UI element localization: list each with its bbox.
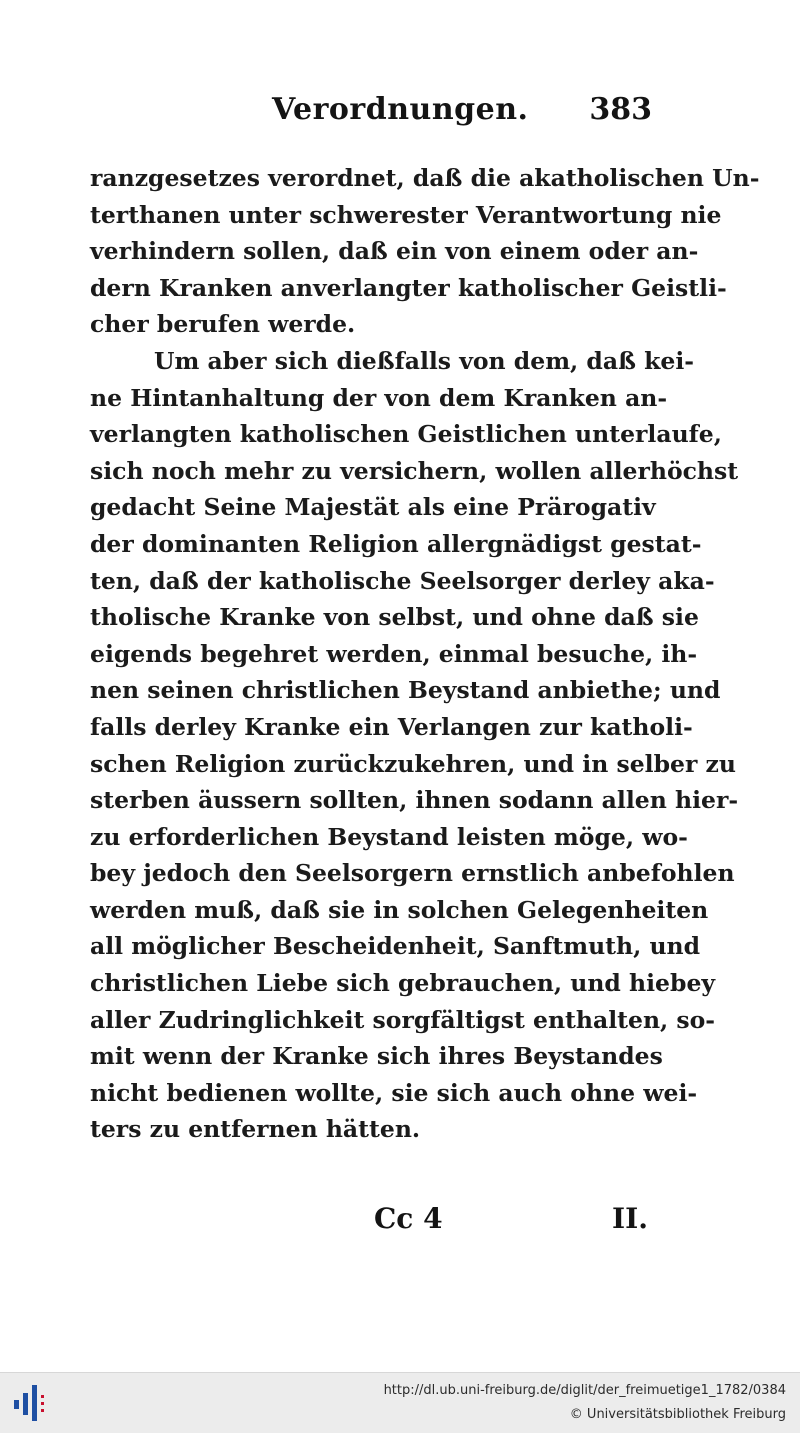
text-line: zu erforderlichen Beystand leisten möge, wo- (90, 822, 688, 851)
copyright-text: © Universitätsbibliothek Freiburg (569, 1407, 786, 1422)
paragraph-start-line: Um aber sich dießfalls von dem, daß kei- (154, 346, 695, 375)
text-line: aller Zudringlichkeit sorgfältigst enthalten, so- (90, 1005, 716, 1034)
text-line: christlichen Liebe sich gebrauchen, und hiebey (90, 969, 716, 998)
ub-freiburg-logo-icon (12, 1383, 50, 1423)
text-line: mit wenn der Kranke sich ihres Beystandes (90, 1042, 663, 1071)
text-line: falls derley Kranke ein Verlangen zur katholi- (90, 712, 693, 741)
text-line: terthanen unter schwerester Verantwortung nie (90, 200, 722, 229)
page-number: 383 (589, 92, 652, 127)
text-line: ranzgesetzes verordnet, daß die akatholischen Un- (90, 164, 760, 192)
signature-mark: Cc 4 (374, 1202, 443, 1235)
text-line: cher berufen werde. (90, 310, 356, 339)
text-line: schen Religion zurückzukehren, und in selber zu (90, 749, 736, 778)
text-line: eigends begehret werden, einmal besuche, ih- (90, 639, 698, 668)
running-title: Verordnungen. (272, 92, 529, 127)
text-line: ne Hintanhaltung der von dem Kranken an- (90, 383, 668, 412)
text-line: gedacht Seine Majestät als eine Prärogativ (90, 493, 656, 522)
catchword: II. (612, 1202, 648, 1235)
text-line: sich noch mehr zu versichern, wollen allerhöchst (90, 456, 739, 485)
text-line: ters zu entfernen hätten. (90, 1115, 421, 1144)
body-text (90, 160, 760, 1148)
text-line: werden muß, daß sie in solchen Gelegenheiten (90, 895, 709, 924)
text-line: all möglicher Bescheidenheit, Sanftmuth, und (90, 932, 701, 961)
text-line: der dominanten Religion allergnädigst gestat- (90, 529, 702, 558)
text-line: sterben äussern sollten, ihnen sodann allen hier- (90, 786, 739, 815)
text-line: bey jedoch den Seelsorgern ernstlich anbefohlen (90, 859, 735, 888)
text-line: tholische Kranke von selbst, und ohne daß sie (90, 603, 699, 632)
page-footer (90, 1198, 656, 1244)
permalink-url[interactable]: http://dl.ub.uni-freiburg.de/diglit/der_freimuetige1_1782/0384 (383, 1383, 786, 1398)
text-line: verlangten katholischen Geistlichen unterlaufe, (90, 420, 722, 449)
text-line: dern Kranken anverlangter katholischer Geistli- (90, 273, 727, 302)
viewer-footer-bar (0, 1372, 800, 1433)
text-line: verhindern sollen, daß ein von einem oder an- (90, 237, 699, 266)
page-header (90, 88, 660, 136)
text-line: nicht bedienen wollte, sie sich auch ohne wei- (90, 1078, 698, 1107)
text-line: ten, daß der katholische Seelsorger derley aka- (90, 566, 715, 595)
text-line: nen seinen christlichen Beystand anbiethe; und (90, 676, 721, 705)
